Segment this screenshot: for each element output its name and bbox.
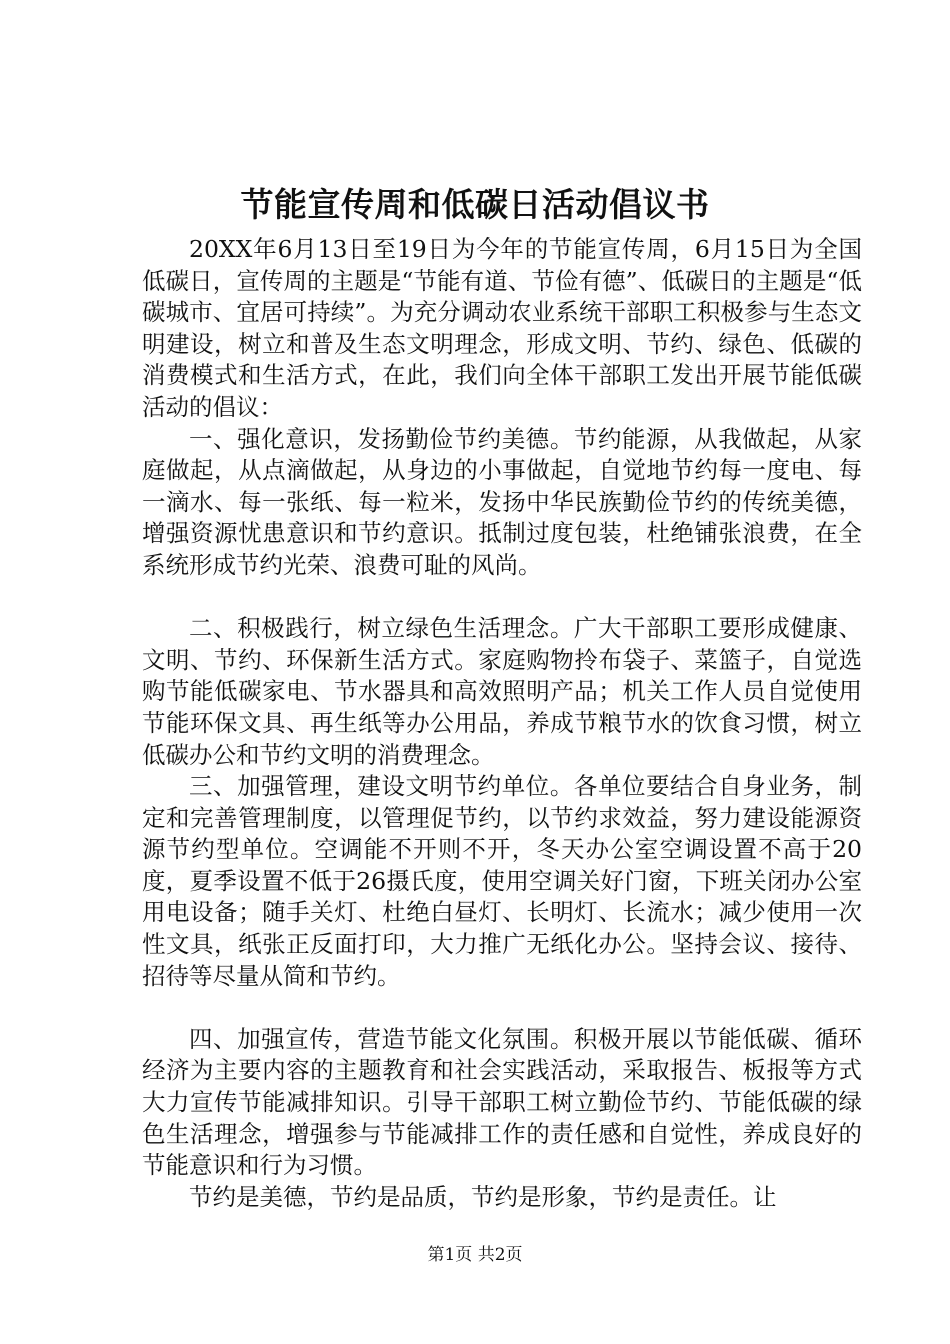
- paragraph-point-two: 二、积极践行，树立绿色生活理念。广大干部职工要形成健康、文明、节约、环保新生活方式。家庭购物拎布袋子、菜篮子，自觉选购节能低碳家电、节水器具和高效照明产品；机关工作人员自觉使用节能环保文具、再生纸等办公用品，养成节粮节水的饮食习惯，树立低碳办公和节约文明的消费理念。: [142, 614, 862, 769]
- paragraph-intro: 20XX年6月13日至19日为今年的节能宣传周，6月15日为全国低碳日，宣传周的主题是“节能有道、节俭有德”、低碳日的主题是“低碳城市、宜居可持续”。为充分调动农业系统干部职工积极参与生态文明建设，树立和普及生态文明理念，形成文明、节约、绿色、低碳的消费模式和生活方式，在此，我们向全体干部职工发出开展节能低碳活动的倡议：: [142, 235, 862, 421]
- paragraph-point-four: 四、加强宣传，营造节能文化氛围。积极开展以节能低碳、循环经济为主要内容的主题教育和社会实践活动，采取报告、板报等方式大力宣传节能减排知识。引导干部职工树立勤俭节约、节能低碳的绿色生活理念，增强参与节能减排工作的责任感和自觉性，养成良好的节能意识和行为习惯。: [142, 1024, 862, 1180]
- page-number-footer: 第1页 共2页: [427, 1245, 523, 1265]
- document-title: 节能宣传周和低碳日活动倡议书: [240, 185, 710, 224]
- paragraph-point-one: 一、强化意识，发扬勤俭节约美德。节约能源，从我做起，从家庭做起，从点滴做起，从身边的小事做起，自觉地节约每一度电、每一滴水、每一张纸、每一粒米，发扬中华民族勤俭节约的传统美德，增强资源忧患意识和节约意识。抵制过度包装，杜绝铺张浪费，在全系统形成节约光荣、浪费可耻的风尚。: [142, 424, 862, 579]
- paragraph-closing: 节约是美德，节约是品质，节约是形象，节约是责任。让: [189, 1182, 777, 1211]
- document-body: [142, 234, 862, 1213]
- paragraph-point-three: 三、加强管理，建设文明节约单位。各单位要结合自身业务，制定和完善管理制度，以管理促节约，以节约求效益，努力建设能源资源节约型单位。空调能不开则不开，冬天办公室空调设置不高于20度，夏季设置不低于26摄氏度，使用空调关好门窗，下班关闭办公室用电设备；随手关灯、杜绝白昼灯、长明灯、长流水；减少使用一次性文具，纸张正反面打印，大力推广无纸化办公。坚持会议、接待、招待等尽量从简和节约。: [142, 772, 862, 990]
